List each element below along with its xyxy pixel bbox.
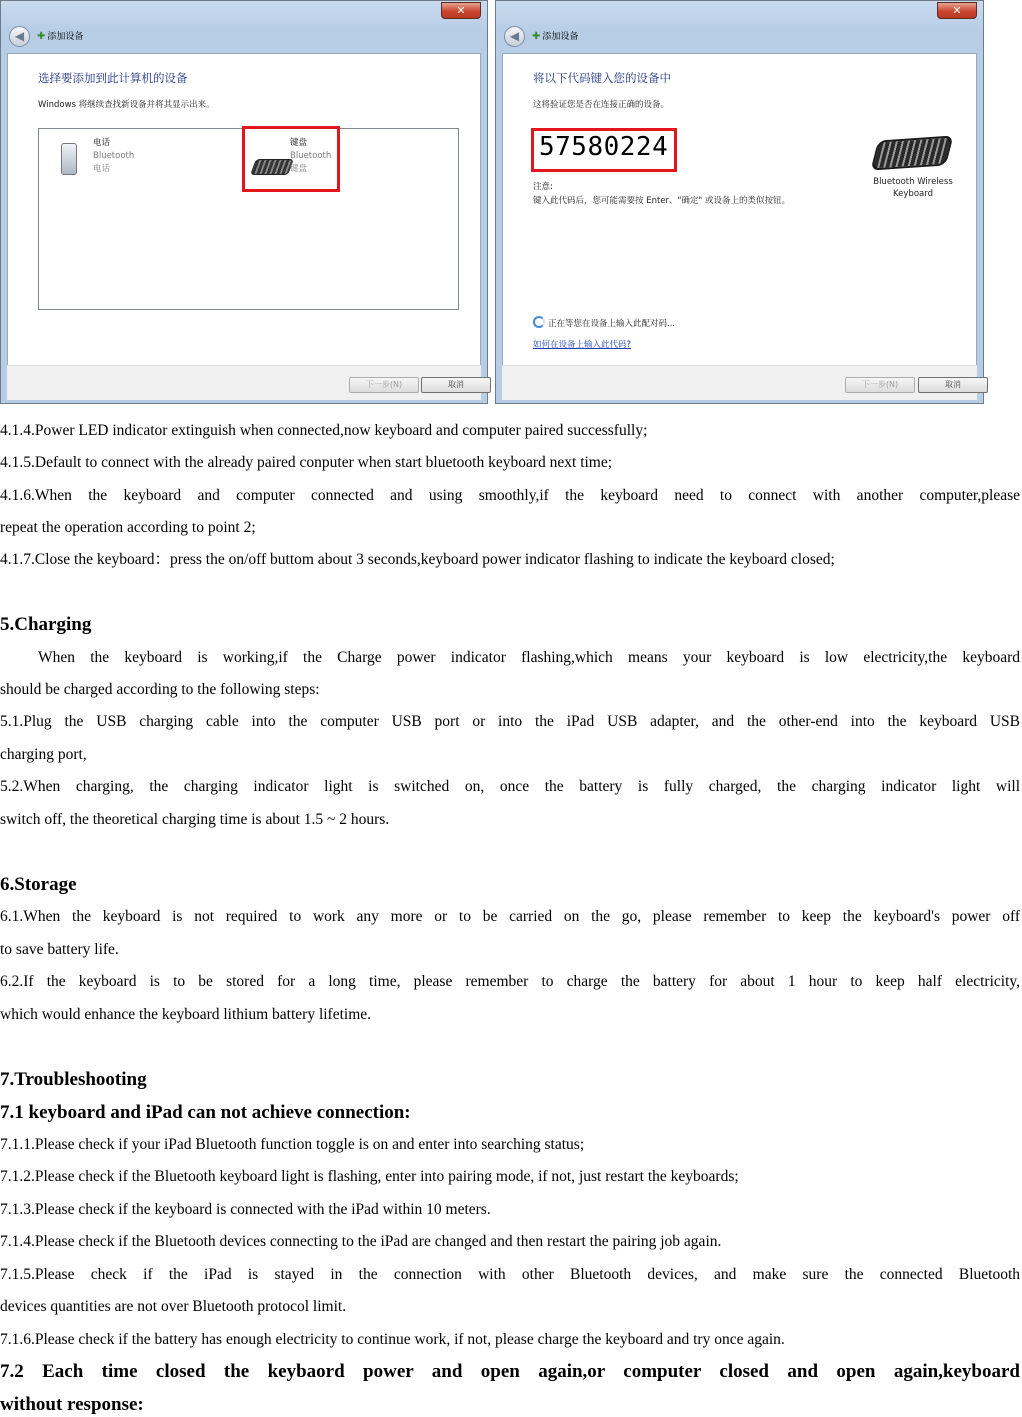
- subsection-7-2-heading-cont: without response:: [0, 1394, 144, 1415]
- step-5-1: 5.1.Plug the USB charging cable into the computer USB port or into the iPad USB adapter, and the other-end into the keyboard USB: [0, 713, 1020, 730]
- close-button[interactable]: ✕: [441, 2, 481, 19]
- add-device-icon: ✚: [532, 31, 541, 42]
- step-6-1: 6.1.When the keyboard is not required to work any more or to be carried on the go, please remember to keep the keyboard's power off: [0, 908, 1020, 925]
- cancel-button[interactable]: 取消: [918, 377, 988, 393]
- page-heading: 将以下代码键入您的设备中: [533, 71, 671, 85]
- button-bar: [502, 365, 977, 400]
- pairing-code: 57580224: [539, 132, 669, 162]
- content-pane: [502, 53, 977, 367]
- step-5-2-cont: switch off, the theoretical charging time is about 1.5 ~ 2 hours.: [0, 811, 390, 828]
- device-item-keyboard[interactable]: 键盘 Bluetooth 键盘: [290, 138, 332, 174]
- step-7-1-5-cont: devices quantities are not over Bluetooth protocol limit.: [0, 1298, 347, 1315]
- highlight-box: [242, 126, 340, 192]
- step-7-1-1: 7.1.1.Please check if your iPad Bluetooth function toggle is on and enter into searching status;: [0, 1136, 585, 1153]
- window-title: ✚ 添加设备: [37, 31, 84, 42]
- charging-intro-cont: should be charged according to the following steps:: [0, 681, 320, 698]
- screenshots: [0, 0, 1022, 408]
- step-6-2-cont: which would enhance the keyboard lithium battery lifetime.: [0, 1006, 372, 1023]
- add-device-window-code: [495, 0, 984, 404]
- step-4-1-6-cont: repeat the operation according to point 2;: [0, 519, 256, 536]
- step-7-1-2: 7.1.2.Please check if the Bluetooth keyboard light is flashing, enter into pairing mode, if not, just restart the keyboards;: [0, 1168, 739, 1185]
- section-storage-heading: 6.Storage: [0, 874, 77, 895]
- step-5-2: 5.2.When charging, the charging indicator light is switched on, once the battery is fully charged, the charging indicator light will: [0, 778, 1020, 795]
- device-item-phone[interactable]: 电话 Bluetooth 电话: [93, 138, 135, 174]
- device-label: Bluetooth Wireless Keyboard: [873, 177, 953, 199]
- close-button[interactable]: ✕: [937, 2, 977, 19]
- spinner-icon: [533, 316, 545, 328]
- next-button[interactable]: 下一步(N): [845, 377, 915, 393]
- step-7-1-3: 7.1.3.Please check if the keyboard is connected with the iPad within 10 meters.: [0, 1201, 491, 1218]
- step-4-1-4: 4.1.4.Power LED indicator extinguish when connected,now keyboard and computer paired successfully;: [0, 422, 648, 439]
- note-text: 键入此代码后，您可能需要按 Enter、"确定" 或设备上的类似按钮。: [533, 196, 791, 206]
- step-7-1-5: 7.1.5.Please check if the iPad is stayed in the connection with other Bluetooth devices, and make sure the connected Bluetooth: [0, 1266, 1020, 1283]
- content-pane: [7, 53, 481, 367]
- back-arrow-icon[interactable]: ◀: [9, 26, 30, 47]
- step-4-1-7: 4.1.7.Close the keyboard：press the on/off buttom about 3 seconds,keyboard power indicator flashing to indicate the keyboard closed;: [0, 551, 835, 568]
- back-arrow-icon[interactable]: ◀: [504, 26, 525, 47]
- step-4-1-5: 4.1.5.Default to connect with the already paired conputer when start bluetooth keyboard next time;: [0, 454, 613, 471]
- cancel-button[interactable]: 取消: [421, 377, 491, 393]
- page-subtitle: 这将验证您是否在连接正确的设备。: [533, 100, 670, 110]
- step-4-1-6: 4.1.6.When the keyboard and computer connected and using smoothly,if the keyboard need to connect with another computer,please: [0, 487, 1020, 504]
- phone-icon: [61, 143, 77, 175]
- add-device-window-select: [0, 0, 488, 404]
- step-7-1-4: 7.1.4.Please check if the Bluetooth devices connecting to the iPad are changed and then restart the pairing job again.: [0, 1233, 722, 1250]
- step-6-1-cont: to save battery life.: [0, 941, 119, 958]
- page-heading: 选择要添加到此计算机的设备: [38, 71, 188, 85]
- note-label: 注意:: [533, 182, 553, 192]
- help-link[interactable]: 如何在设备上输入此代码?: [533, 340, 632, 350]
- add-device-icon: ✚: [37, 31, 46, 42]
- page-subtitle: Windows 将继续查找新设备并将其显示出来。: [38, 100, 215, 110]
- waiting-status: 正在等您在设备上输入此配对码...: [533, 316, 675, 329]
- section-charging-heading: 5.Charging: [0, 614, 92, 635]
- section-troubleshooting-heading: 7.Troubleshooting: [0, 1069, 147, 1090]
- next-button[interactable]: 下一步(N): [349, 377, 419, 393]
- subsection-7-1-heading: 7.1 keyboard and iPad can not achieve connection:: [0, 1102, 411, 1123]
- window-title: ✚ 添加设备: [532, 31, 579, 42]
- step-6-2: 6.2.If the keyboard is to be stored for a long time, please remember to charge the battery for about 1 hour to keep half electricity,: [0, 973, 1020, 990]
- keyboard-icon: [870, 135, 953, 170]
- step-5-1-cont: charging port,: [0, 746, 87, 763]
- subsection-7-2-heading: 7.2 Each time closed the keybaord power and open again,or computer closed and open again,keyboard: [0, 1361, 1020, 1382]
- charging-intro: When the keyboard is working,if the Charge power indicator flashing,which means your keyboard is low electricity,the keyboard: [38, 649, 1020, 666]
- button-bar: [7, 365, 481, 400]
- step-7-1-6: 7.1.6.Please check if the battery has enough electricity to continue work, if not, please charge the keyboard and try once again.: [0, 1331, 785, 1348]
